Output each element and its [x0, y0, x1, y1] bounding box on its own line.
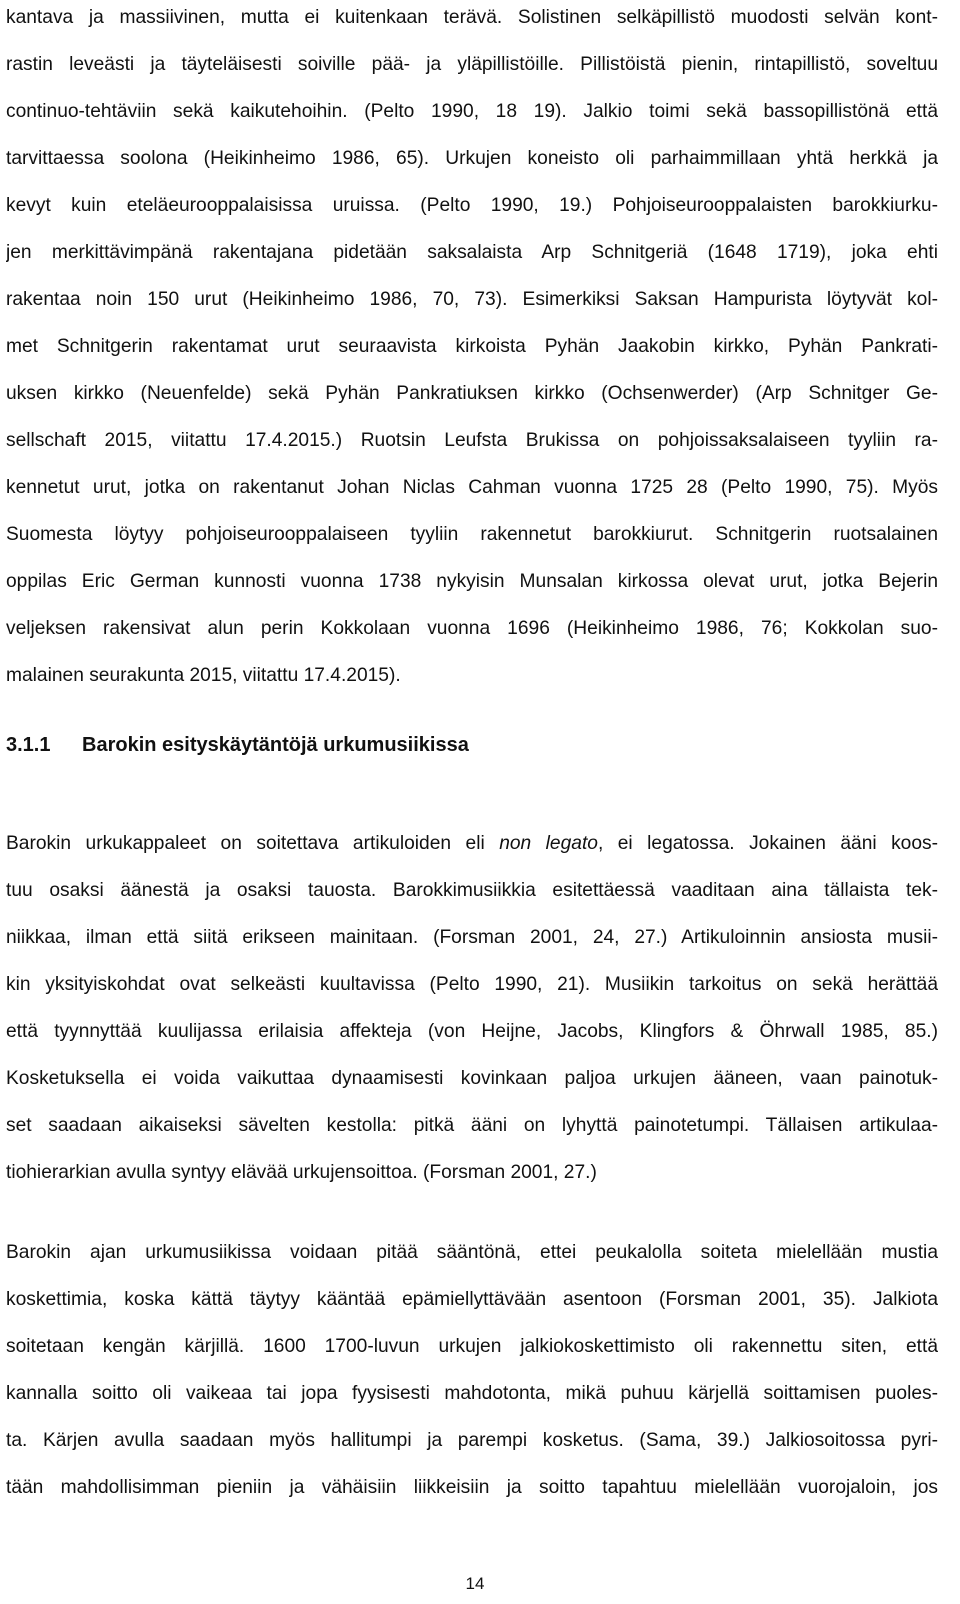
text-line: Kosketuksella ei voida vaikuttaa dynaamisesti kovinkaan paljoa urkujen ääneen, vaan painotuk-	[6, 1068, 938, 1089]
paragraph-articulation	[6, 820, 938, 1196]
text-line: jen merkittävimpänä rakentajana pidetään saksalaista Arp Schnitgeriä (1648 1719), joka ehti	[6, 242, 938, 263]
text-line: tarvittaessa soolona (Heikinheimo 1986, 65). Urkujen koneisto oli parhaimmillaan yhtä herkkä ja	[6, 148, 938, 169]
text-segment: Barokin urkukappaleet on soitettava artikuloiden eli	[6, 833, 500, 854]
paragraph-fingering	[6, 1229, 938, 1511]
text-line: kannalla soitto oli vaikeaa tai jopa fyysisesti mahdotonta, mikä puhuu kärjellä soittamisen puoles-	[6, 1383, 938, 1404]
text-line: Barokin ajan urkumusiikissa voidaan pitää sääntönä, ettei peukalolla soiteta mielellään mustia	[6, 1242, 938, 1263]
text-line: sellschaft 2015, viitattu 17.4.2015.) Ruotsin Leufsta Brukissa on pohjoissaksalaiseen tyyliin ra-	[6, 430, 938, 451]
text-line: tuu osaksi äänestä ja osaksi tauosta. Barokkimusiikkia esitettäessä vaaditaan aina tällaista tek-	[6, 880, 938, 901]
text-line: niikkaa, ilman että siitä erikseen mainitaan. (Forsman 2001, 24, 27.) Artikuloinnin ansiosta musii-	[6, 927, 938, 948]
text-line: soitetaan kengän kärjillä. 1600 1700-luvun urkujen jalkiokoskettimisto oli rakennettu siten, että	[6, 1336, 938, 1357]
text-line: uksen kirkko (Neuenfelde) sekä Pyhän Pankratiuksen kirkko (Ochsenwerder) (Arp Schnitger Ge-	[6, 383, 938, 404]
text-line: tään mahdollisimman pieniin ja vähäisiin liikkeisiin ja soitto tapahtuu mielellään vuorojaloin, jos	[6, 1477, 938, 1498]
italic-term: non legato	[499, 833, 598, 854]
text-line: kennetut urut, jotka on rakentanut Johan Niclas Cahman vuonna 1725 28 (Pelto 1990, 75). Myös	[6, 477, 938, 498]
text-line: Suomesta löytyy pohjoiseurooppalaiseen tyyliin rakennetut barokkiurut. Schnitgerin ruotsalainen	[6, 524, 938, 545]
text-line: rastin leveästi ja täyteläisesti soiville pää- ja yläpillistöille. Pillistöistä pienin, rintapillistö, soveltuu	[6, 54, 938, 75]
text-line-first	[6, 820, 938, 867]
text-line-last: tiohierarkian avulla syntyy elävää urkujensoittoa. (Forsman 2001, 27.)	[6, 1162, 597, 1183]
text-line: koskettimia, koska kättä täytyy kääntää epämiellyttävään asentoon (Forsman 2001, 35). Jalkiota	[6, 1289, 938, 1310]
text-line: continuo-tehtäviin sekä kaikutehoihin. (Pelto 1990, 18 19). Jalkio toimi sekä bassopillistönä että	[6, 101, 938, 122]
text-line: että tyynnyttää kuulijassa erilaisia affekteja (von Heijne, Jacobs, Klingfors & Öhrwall 1985, 85.)	[6, 1021, 938, 1042]
text-line: met Schnitgerin rakentamat urut seuraavista kirkoista Pyhän Jaakobin kirkko, Pyhän Pankrati-	[6, 336, 938, 357]
section-number: 3.1.1	[6, 734, 51, 756]
text-line: kantava ja massiivinen, mutta ei kuitenkaan terävä. Solistinen selkäpillistö muodosti selvän kont-	[6, 7, 938, 28]
text-line: rakentaa noin 150 urut (Heikinheimo 1986, 70, 73). Esimerkiksi Saksan Hampurista löytyvät kol-	[6, 289, 938, 310]
page-number: 14	[465, 1574, 485, 1593]
text-line: veljeksen rakensivat alun perin Kokkolaan vuonna 1696 (Heikinheimo 1986, 76; Kokkolan suo-	[6, 618, 938, 639]
text-segment: , ei legatossa. Jokainen ääni koos-	[597, 833, 938, 854]
text-line: oppilas Eric German kunnosti vuonna 1738 nykyisin Munsalan kirkossa olevat urut, jotka Bejerin	[6, 571, 938, 592]
section-heading	[6, 722, 938, 769]
paragraph-organ-history	[6, 0, 938, 699]
text-line: set saadaan aikaiseksi sävelten kestolla: pitkä ääni on lyhyttä painotetumpi. Tällaisen artikulaa-	[6, 1115, 938, 1136]
text-line: ta. Kärjen avulla saadaan myös hallitumpi ja parempi kosketus. (Sama, 39.) Jalkiosoitossa pyri-	[6, 1430, 938, 1451]
section-title: Barokin esityskäytäntöjä urkumusiikissa	[82, 734, 469, 756]
text-line: kevyt kuin eteläeurooppalaisissa uruissa. (Pelto 1990, 19.) Pohjoiseurooppalaisten barokkiurku-	[6, 195, 938, 216]
text-line: kin yksityiskohdat ovat selkeästi kuultavissa (Pelto 1990, 21). Musiikin tarkoitus on sekä herättää	[6, 974, 938, 995]
text-line-last: malainen seurakunta 2015, viitattu 17.4.2015).	[6, 665, 401, 686]
